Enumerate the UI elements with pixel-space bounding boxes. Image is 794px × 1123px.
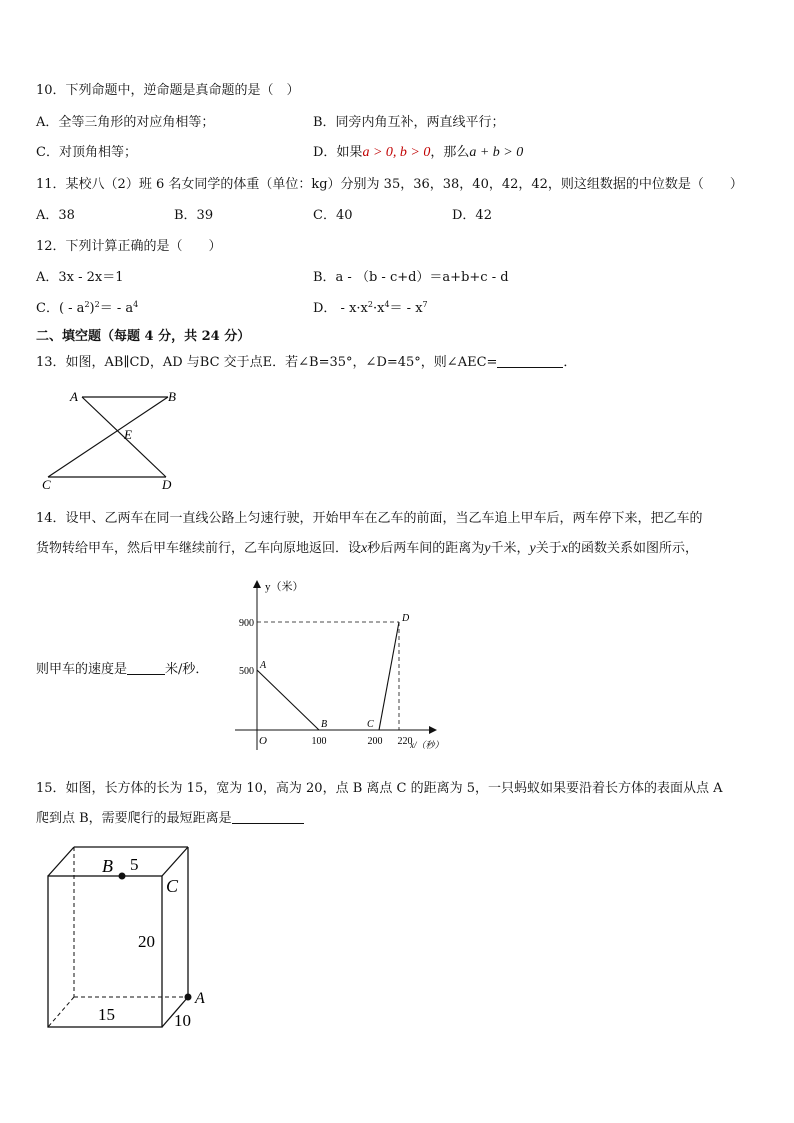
q11-option-a: A．38 <box>36 208 75 223</box>
q12-c-text: C．( - a <box>36 301 85 316</box>
q13-figure <box>36 385 186 495</box>
q12-d-text: D． - x·x <box>313 301 368 316</box>
q12-d-exp3: 7 <box>422 300 428 309</box>
q14-line1: 14．设甲、乙两车在同一直线公路上匀速行驶，开始甲车在乙车的前面，当乙车追上甲车后，两车停下来，把乙车的 <box>36 511 703 526</box>
q13-answer-blank <box>497 354 563 368</box>
q15-hidden-edge <box>48 997 74 1027</box>
q15-line1: 15．如图，长方体的长为 15，宽为 10，高为 20，点 B 离点 C 的距离为 5，一只蚂蚁如果要沿着长方体的表面从点 A <box>36 781 723 796</box>
q12-c-exp1: 2 <box>84 300 90 309</box>
q14-tick-220: 220 <box>397 736 413 747</box>
q12-d-text2: ·x <box>372 301 385 316</box>
q12-stem: 12．下列计算正确的是（ ） <box>36 239 222 254</box>
q15-edge <box>162 847 188 876</box>
q14-line2-a: 货物转给甲车，然后甲车继续前行，乙车向原地返回．设 <box>36 541 362 556</box>
q15-edge <box>48 847 74 876</box>
q13-stem-text: 13．如图，AB∥CD，AD 与BC 交于点E．若∠B=35°，∠D=45°，则∠AEC= <box>36 355 498 370</box>
q14-origin-label: O <box>259 735 267 747</box>
q14-answer-blank <box>127 661 165 675</box>
q15-label-15: 15 <box>98 1005 115 1024</box>
q14-graph <box>225 572 455 757</box>
q14-segment-cd <box>379 622 399 730</box>
q14-point-a-label: A <box>260 660 267 671</box>
q12-d-exp2: 4 <box>384 300 390 309</box>
q13-label-b: B <box>168 389 176 404</box>
q15-label-b: B <box>102 856 113 876</box>
q14-var-x2: x <box>561 541 568 556</box>
q14-var-x: x <box>361 541 368 556</box>
q10-d-condition: a > 0, b > 0 <box>362 145 431 160</box>
q13-label-e: E <box>124 427 132 442</box>
q13-label-d: D <box>162 477 172 492</box>
q14-line2-c: 千米， <box>490 541 530 556</box>
q14-point-c-label: C <box>367 719 374 730</box>
q14-var-y2: y <box>529 541 536 556</box>
q13-stem <box>36 354 576 372</box>
q14-line2 <box>36 540 698 558</box>
q15-line2 <box>36 810 304 828</box>
q15-label-c: C <box>166 876 179 896</box>
q11-stem: 11．某校八（2）班 6 名女同学的体重（单位：kg）分别为 35，36，38，40，42，42，则这组数据的中位数是（ ） <box>36 177 743 192</box>
q13-stem-end: ． <box>563 355 577 370</box>
q12-d-text3: ＝ - x <box>389 301 423 316</box>
q14-line3-b: 米/秒． <box>165 662 209 677</box>
q14-line3-a: 则甲车的速度是 <box>36 662 128 677</box>
section2-title: 二、填空题（每题 4 分，共 24 分） <box>36 329 251 344</box>
q14-point-d-label: D <box>402 613 410 624</box>
q15-label-20: 20 <box>138 932 155 951</box>
q15-cuboid-figure <box>40 842 220 1042</box>
q14-segment-ab <box>257 670 319 730</box>
q15-label-a: A <box>195 990 205 1007</box>
q14-line2-e: 的函数关系如图所示， <box>567 541 698 556</box>
q12-d-exp1: 2 <box>367 300 373 309</box>
q10-option-a: A．全等三角形的对应角相等； <box>36 115 215 130</box>
q12-option-d <box>313 300 428 318</box>
q14-tick-100: 100 <box>311 736 327 747</box>
q14-tick-500: 500 <box>239 666 254 677</box>
q10-d-mid: ，那么 <box>430 145 470 160</box>
q10-option-d <box>313 144 523 162</box>
q14-line3 <box>36 661 208 679</box>
q13-label-c: C <box>42 477 51 492</box>
q14-x-axis-label: x/（秒） <box>410 740 444 750</box>
q12-c-exp3: 4 <box>133 300 139 309</box>
q14-point-b-label: B <box>321 719 328 730</box>
q15-label-10: 10 <box>174 1011 191 1030</box>
q10-d-prefix: D．如果 <box>313 145 363 160</box>
q12-option-b: B．a - （b - c+d）＝a+b+c - d <box>313 270 509 285</box>
q10-stem: 10．下列命题中，逆命题是真命题的是（ ） <box>36 83 300 98</box>
q12-option-c <box>36 300 138 318</box>
q15-label-5: 5 <box>130 855 139 874</box>
q10-option-c: C．对顶角相等； <box>36 145 137 160</box>
q14-var-y: y <box>484 541 491 556</box>
q12-c-text3: ＝ - a <box>99 301 134 316</box>
q14-line2-d: 关于 <box>535 541 562 556</box>
q14-line2-b: 秒后两车间的距离为 <box>367 541 485 556</box>
q12-c-exp2: 2 <box>94 300 100 309</box>
q15-point-a <box>185 994 192 1001</box>
q14-tick-900: 900 <box>239 618 254 629</box>
q15-line2-text: 爬到点 B，需要爬行的最短距离是 <box>36 811 232 826</box>
q14-y-axis-label: y（米） <box>265 581 304 593</box>
q12-option-a: A．3x - 2x＝1 <box>36 270 124 285</box>
q11-option-d: D．42 <box>452 208 492 223</box>
q13-label-a: A <box>70 389 78 404</box>
q15-point-b <box>119 873 126 880</box>
q10-d-conclusion: a + b > 0 <box>469 145 524 160</box>
q10-option-b: B．同旁内角互补，两直线平行； <box>313 115 505 130</box>
q12-c-text2: ) <box>89 301 95 316</box>
q14-tick-200: 200 <box>367 736 383 747</box>
q13-segment-bc <box>48 397 168 477</box>
q15-answer-blank <box>232 810 304 824</box>
q11-option-c: C．40 <box>313 208 353 223</box>
q11-option-b: B．39 <box>174 208 214 223</box>
